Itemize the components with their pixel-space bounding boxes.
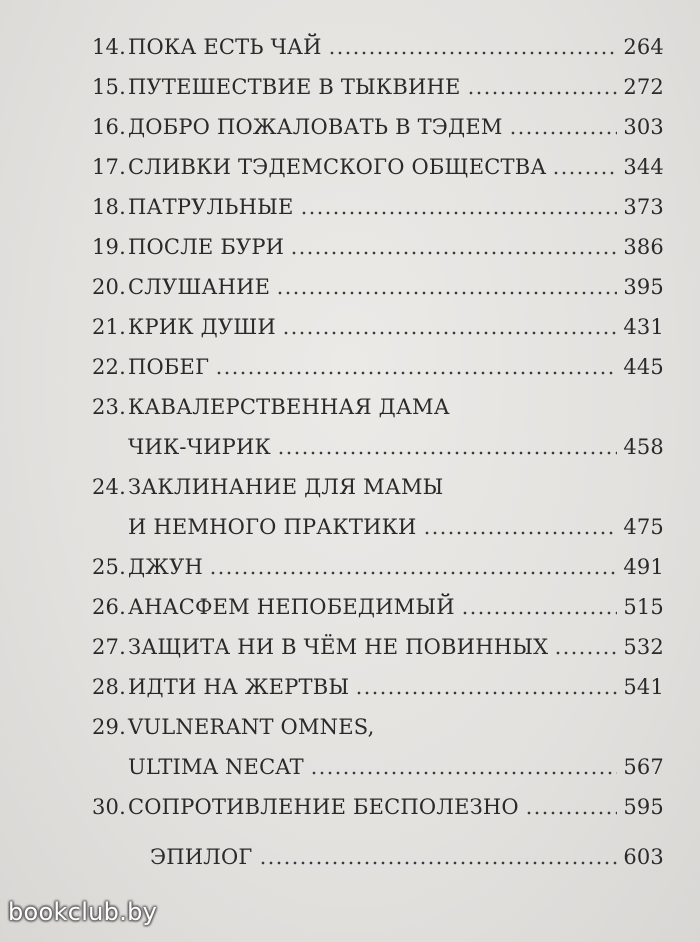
toc-entry	[92, 660, 664, 700]
toc-entry	[92, 140, 664, 180]
toc-entry	[92, 100, 664, 140]
toc-entry	[92, 300, 664, 340]
toc-line	[92, 220, 664, 260]
chapter-number: 25.	[92, 555, 126, 579]
toc-line	[92, 540, 664, 580]
chapter-title: ПАТРУЛЬНЫЕ	[128, 195, 294, 219]
chapter-title: ЗАКЛИНАНИЕ ДЛЯ МАМЫ	[128, 475, 444, 499]
dot-leader	[554, 651, 617, 655]
toc-entry	[92, 260, 664, 300]
chapter-title: АНАСФЕМ НЕПОБЕДИМЫЙ	[128, 595, 455, 619]
toc-line	[92, 180, 664, 220]
chapter-number: 19.	[92, 235, 126, 259]
dot-leader	[461, 611, 618, 615]
page-number: 567	[623, 755, 664, 779]
toc-line	[92, 300, 664, 340]
chapter-title: КАВАЛЕРСТВЕННАЯ ДАМА	[128, 395, 450, 419]
toc-entry	[92, 20, 664, 60]
toc-entry-epilog	[92, 830, 664, 870]
dot-leader	[310, 771, 618, 775]
toc-line	[92, 780, 664, 820]
chapter-number: 30.	[92, 795, 126, 819]
toc-line	[92, 620, 664, 660]
dot-leader	[355, 691, 617, 695]
chapter-number: 24.	[92, 475, 126, 499]
dot-leader	[215, 371, 617, 375]
page-number: 458	[623, 435, 664, 459]
page-number: 344	[623, 155, 664, 179]
page-number: 303	[623, 115, 664, 139]
page-number: 264	[623, 35, 664, 59]
toc-line	[92, 380, 664, 420]
page-number: 491	[623, 555, 664, 579]
dot-leader	[276, 291, 617, 295]
chapter-number: 17.	[92, 155, 126, 179]
page-number: 515	[623, 595, 664, 619]
dot-leader	[552, 171, 617, 175]
toc-line	[92, 420, 664, 460]
toc-line	[92, 460, 664, 500]
toc-entry	[92, 220, 664, 260]
toc-entry	[92, 60, 664, 100]
chapter-title: ДЖУН	[128, 555, 203, 579]
page-number: 603	[623, 845, 664, 869]
watermark: bookclub.by	[8, 898, 158, 926]
dot-leader	[423, 531, 618, 535]
page-number: 272	[623, 75, 664, 99]
toc-line	[92, 830, 664, 870]
chapter-number: 29.	[92, 715, 126, 739]
chapter-title: ДОБРО ПОЖАЛОВАТЬ В ТЭДЕМ	[128, 115, 503, 139]
toc-line	[92, 60, 664, 100]
dot-leader	[290, 251, 617, 255]
chapter-number: 27.	[92, 635, 126, 659]
chapter-title: ЗАЩИТА НИ В ЧЁМ НЕ ПОВИННЫХ	[128, 635, 549, 659]
chapter-number: 14.	[92, 35, 126, 59]
chapter-number: 20.	[92, 275, 126, 299]
dot-leader	[259, 861, 618, 865]
chapter-title: ПОБЕГ	[128, 355, 210, 379]
toc-entry	[92, 380, 664, 460]
page-number: 386	[623, 235, 664, 259]
toc-entry	[92, 780, 664, 820]
chapter-number: 16.	[92, 115, 126, 139]
toc-entry	[92, 340, 664, 380]
dot-leader	[300, 211, 618, 215]
toc-entry	[92, 620, 664, 660]
chapter-number: 18.	[92, 195, 126, 219]
toc-line	[92, 700, 664, 740]
toc-line	[92, 20, 664, 60]
toc-line	[92, 660, 664, 700]
chapter-title: ПУТЕШЕСТВИЕ В ТЫКВИНЕ	[128, 75, 461, 99]
toc-line	[92, 140, 664, 180]
dot-leader	[328, 51, 618, 55]
table-of-contents	[92, 20, 664, 870]
dot-leader	[277, 451, 617, 455]
page-number: 395	[623, 275, 664, 299]
chapter-number: 26.	[92, 595, 126, 619]
page-number: 532	[623, 635, 664, 659]
toc-line	[92, 100, 664, 140]
toc-line	[92, 580, 664, 620]
dot-leader	[509, 131, 618, 135]
chapter-title: ЧИК-ЧИРИК	[128, 435, 271, 459]
page-number: 373	[623, 195, 664, 219]
toc-entry	[92, 700, 664, 780]
dot-leader	[282, 331, 617, 335]
toc-line	[92, 340, 664, 380]
page-number: 475	[623, 515, 664, 539]
toc-entry	[92, 540, 664, 580]
chapter-title: VULNERANT OMNES,	[128, 715, 375, 739]
chapter-number: 15.	[92, 75, 126, 99]
chapter-number: 23.	[92, 395, 126, 419]
chapter-title: СЛИВКИ ТЭДЕМСКОГО ОБЩЕСТВА	[128, 155, 547, 179]
chapter-title: ИДТИ НА ЖЕРТВЫ	[128, 675, 350, 699]
page-number: 541	[623, 675, 664, 699]
chapter-title: КРИК ДУШИ	[128, 315, 276, 339]
chapter-title: ULTIMA NECAT	[128, 755, 304, 779]
chapter-title: СОПРОТИВЛЕНИЕ БЕСПОЛЕЗНО	[128, 795, 519, 819]
toc-line	[92, 500, 664, 540]
page-number: 595	[623, 795, 664, 819]
chapter-number: 28.	[92, 675, 126, 699]
chapter-title: И НЕМНОГО ПРАКТИКИ	[128, 515, 417, 539]
epilog-title: ЭПИЛОГ	[150, 845, 253, 869]
dot-leader	[525, 811, 618, 815]
chapter-number: 22.	[92, 355, 126, 379]
page-number: 445	[623, 355, 664, 379]
chapter-title: ПОСЛЕ БУРИ	[128, 235, 285, 259]
toc-line	[92, 740, 664, 780]
toc-line	[92, 260, 664, 300]
dot-leader	[209, 571, 617, 575]
chapter-title: СЛУШАНИЕ	[128, 275, 271, 299]
dot-leader	[467, 91, 618, 95]
chapter-number: 21.	[92, 315, 126, 339]
toc-entry	[92, 180, 664, 220]
toc-entry	[92, 460, 664, 540]
chapter-title: ПОКА ЕСТЬ ЧАЙ	[128, 35, 322, 59]
toc-entry	[92, 580, 664, 620]
page-number: 431	[623, 315, 664, 339]
